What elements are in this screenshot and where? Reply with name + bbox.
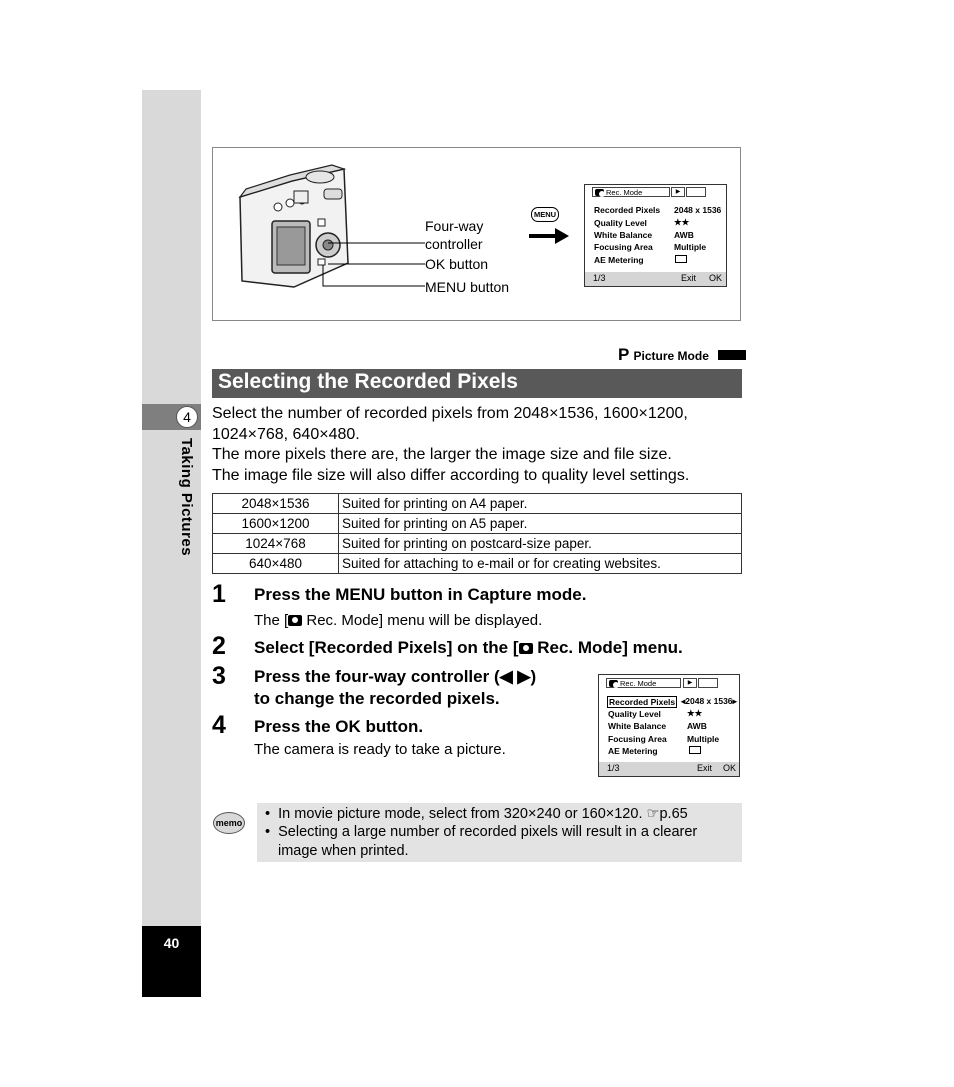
lcd-row-label: Focusing Area xyxy=(608,734,667,744)
camera-icon xyxy=(595,189,604,196)
chapter-title: Taking Pictures xyxy=(178,438,195,557)
lcd-row-value: AWB xyxy=(687,721,707,731)
lcd-row-label: White Balance xyxy=(608,721,667,731)
mode-indicator: P Picture Mode xyxy=(618,345,746,365)
metering-icon xyxy=(675,255,687,263)
step-1-text: Press the MENU button in Capture mode. xyxy=(254,585,587,604)
table-cell-size: 1600×1200 xyxy=(213,514,339,534)
lcd-row-value: 2048 x 1536 xyxy=(674,205,722,215)
memo-box xyxy=(257,803,742,862)
step-1-subtext: The [ Rec. Mode] menu will be displayed. xyxy=(254,612,543,629)
lcd-screen-top xyxy=(584,184,727,287)
memo-icon: memo xyxy=(213,808,245,836)
lcd-page: 1/3 xyxy=(593,273,606,283)
table-cell-use: Suited for printing on A4 paper. xyxy=(339,494,742,514)
video-mode-icon xyxy=(718,350,746,360)
lcd-row-value: ★★ xyxy=(674,217,690,227)
table-cell-use: Suited for attaching to e-mail or for creating websites. xyxy=(339,554,742,574)
chapter-number: 4 xyxy=(176,406,198,428)
table-cell-size: 640×480 xyxy=(213,554,339,574)
lcd-row-value: AWB xyxy=(674,230,694,240)
lcd-row-label: AE Metering xyxy=(608,746,658,756)
lcd-exit: Exit xyxy=(681,273,697,283)
intro-line: The image file size will also differ according to quality level settings. xyxy=(212,466,690,484)
lcd-exit: Exit xyxy=(697,763,713,773)
callout-lines xyxy=(320,230,430,290)
camera-icon xyxy=(288,615,302,626)
lcd-row-label: AE Metering xyxy=(594,255,644,265)
ok-button-label: OK button xyxy=(425,256,489,272)
step-4-number: 4 xyxy=(212,711,226,739)
lcd-tab-play: ▶ xyxy=(671,187,685,197)
lcd-row-value: Multiple xyxy=(674,242,707,252)
intro-line: Select the number of recorded pixels from 2048×1536, 1600×1200, xyxy=(212,405,688,422)
table-cell-size: 2048×1536 xyxy=(213,494,339,514)
lcd-tab-rec: Rec. Mode xyxy=(592,187,670,197)
lcd-tab-setup xyxy=(698,678,718,688)
step-1-number: 1 xyxy=(212,580,226,608)
lcd-page: 1/3 xyxy=(607,763,620,773)
menu-icon: MENU xyxy=(531,207,559,222)
four-way-label-line1: Four-way xyxy=(425,218,484,234)
camera-icon xyxy=(609,680,618,687)
table-cell-use: Suited for printing on A5 paper. xyxy=(339,514,742,534)
step-4-text: Press the OK button. xyxy=(254,717,424,736)
lcd-ok: OK xyxy=(723,763,737,773)
menu-button-label: MENU button xyxy=(425,279,510,295)
lcd-row-value: ◂2048 x 1536▸ xyxy=(681,696,737,706)
lcd-screen-bottom xyxy=(598,674,740,777)
memo-bullet-continued: image when printed. xyxy=(278,843,409,859)
intro-line: The more pixels there are, the larger the image size and file size. xyxy=(212,446,672,463)
memo-bullet: • In movie picture mode, select from 320×240 or 160×120. ☞p.65 xyxy=(265,806,688,822)
four-way-label-line2: controller xyxy=(425,236,483,252)
section-title-bar xyxy=(212,369,742,398)
intro-line: 1024×768, 640×480. xyxy=(212,425,360,443)
lcd-row-label: Focusing Area xyxy=(594,242,653,252)
lcd-row-label: Quality Level xyxy=(608,709,661,719)
metering-icon xyxy=(689,746,701,754)
lcd-row-label: Quality Level xyxy=(594,218,647,228)
section-title: Selecting the Recorded Pixels xyxy=(218,370,518,393)
lcd-footer xyxy=(585,272,726,286)
table-cell-use: Suited for printing on postcard-size paper. xyxy=(339,534,742,554)
step-3-line2: to change the recorded pixels. xyxy=(254,689,500,708)
step-3-line1: Press the four-way controller (◀ ▶) xyxy=(254,667,537,686)
step-3-number: 3 xyxy=(212,662,226,690)
step-2-text: Select [Recorded Pixels] on the [ Rec. Mode] menu. xyxy=(254,638,683,657)
step-2-number: 2 xyxy=(212,632,226,660)
lcd-row-label: White Balance xyxy=(594,230,653,240)
camera-icon xyxy=(519,643,533,654)
arrow-right-icon xyxy=(529,226,569,246)
lcd-row-label: Recorded Pixels xyxy=(594,205,661,215)
lcd-footer xyxy=(599,762,739,776)
lcd-row-label-selected: Recorded Pixels xyxy=(609,697,676,707)
intro-text xyxy=(212,404,742,486)
table-row xyxy=(213,494,742,514)
lcd-tab-rec: Rec. Mode xyxy=(606,678,681,688)
lcd-tab-setup xyxy=(686,187,706,197)
table-row xyxy=(213,534,742,554)
table-row xyxy=(213,514,742,534)
table-row xyxy=(213,554,742,574)
pixels-table xyxy=(212,493,742,574)
page-number: 40 xyxy=(163,935,180,951)
step-4-subtext: The camera is ready to take a picture. xyxy=(254,741,506,758)
lcd-row-value: Multiple xyxy=(687,734,720,744)
lcd-ok: OK xyxy=(709,273,723,283)
lcd-tab-play: ▶ xyxy=(683,678,697,688)
lcd-row-value: ★★ xyxy=(687,708,703,718)
table-cell-size: 1024×768 xyxy=(213,534,339,554)
memo-bullet: • Selecting a large number of recorded pixels will result in a clearer xyxy=(265,824,698,840)
